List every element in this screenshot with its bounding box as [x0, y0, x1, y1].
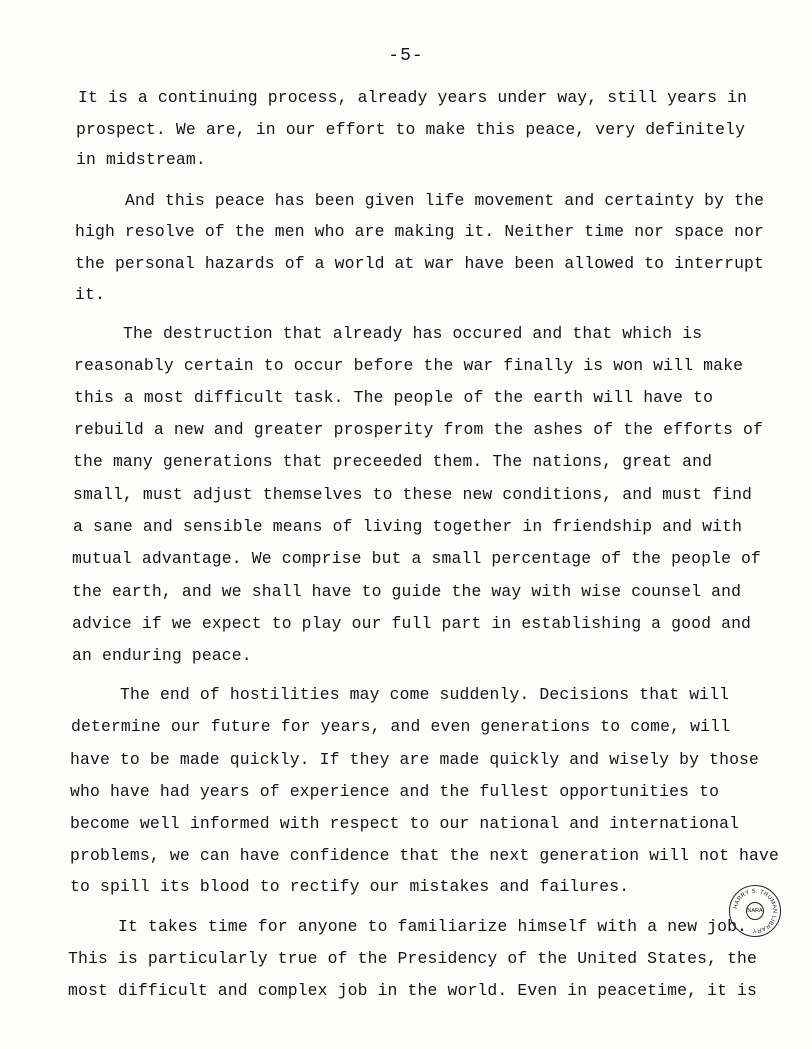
text-line: most difficult and complex job in the world. Even in peacetime, it is — [68, 981, 758, 1000]
text-line: advice if we expect to play our full part in establishing a good and — [72, 614, 752, 633]
text-line: the many generations that preceeded them. The nations, great and — [73, 452, 713, 471]
page-number: -5- — [388, 46, 424, 66]
text-line: small, must adjust themselves to these new conditions, and must find — [73, 485, 753, 504]
text-line: high resolve of the men who are making it. Neither time nor space nor — [75, 222, 765, 241]
text-line: have to be made quickly. If they are made quickly and wisely by those — [70, 750, 760, 769]
text-line: become well informed with respect to our national and international — [70, 814, 740, 833]
text-line: The destruction that already has occured and that which is — [123, 324, 703, 343]
text-line: It is a continuing process, already years under way, still years in — [78, 88, 748, 107]
text-line: This is particularly true of the Presidency of the United States, the — [68, 949, 758, 968]
text-line: it. — [75, 285, 105, 304]
text-line: an enduring peace. — [72, 646, 252, 665]
text-line: to spill its blood to rectify our mistakes and failures. — [70, 877, 630, 896]
text-line: a sane and sensible means of living together in friendship and with — [73, 517, 743, 536]
text-line: who have had years of experience and the fullest opportunities to — [70, 782, 720, 801]
text-line: rebuild a new and greater prosperity from the ashes of the efforts of — [74, 420, 764, 439]
text-line: reasonably certain to occur before the war finally is won will make — [74, 356, 744, 375]
text-line: the personal hazards of a world at war have been allowed to interrupt — [75, 254, 765, 273]
text-line: in midstream. — [76, 150, 206, 169]
text-line: determine our future for years, and even generations to come, will — [71, 717, 731, 736]
stamp-outer-text: HARRY S. TRUMAN LIBRARY — [732, 888, 778, 934]
text-line: problems, we can have confidence that the next generation will not have — [70, 846, 780, 865]
text-line: mutual advantage. We comprise but a small percentage of the people of — [72, 549, 762, 568]
library-stamp — [729, 885, 781, 937]
text-line: The end of hostilities may come suddenly. Decisions that will — [120, 685, 730, 704]
text-line: It takes time for anyone to familiarize himself with a new job. — [118, 917, 748, 936]
text-line: the earth, and we shall have to guide the way with wise counsel and — [72, 582, 742, 601]
text-line: And this peace has been given life movement and certainty by the — [125, 191, 765, 210]
text-line: prospect. We are, in our effort to make this peace, very definitely — [76, 120, 746, 139]
text-line: this a most difficult task. The people of the earth will have to — [74, 388, 714, 407]
stamp-inner-text: NARA — [746, 902, 764, 920]
